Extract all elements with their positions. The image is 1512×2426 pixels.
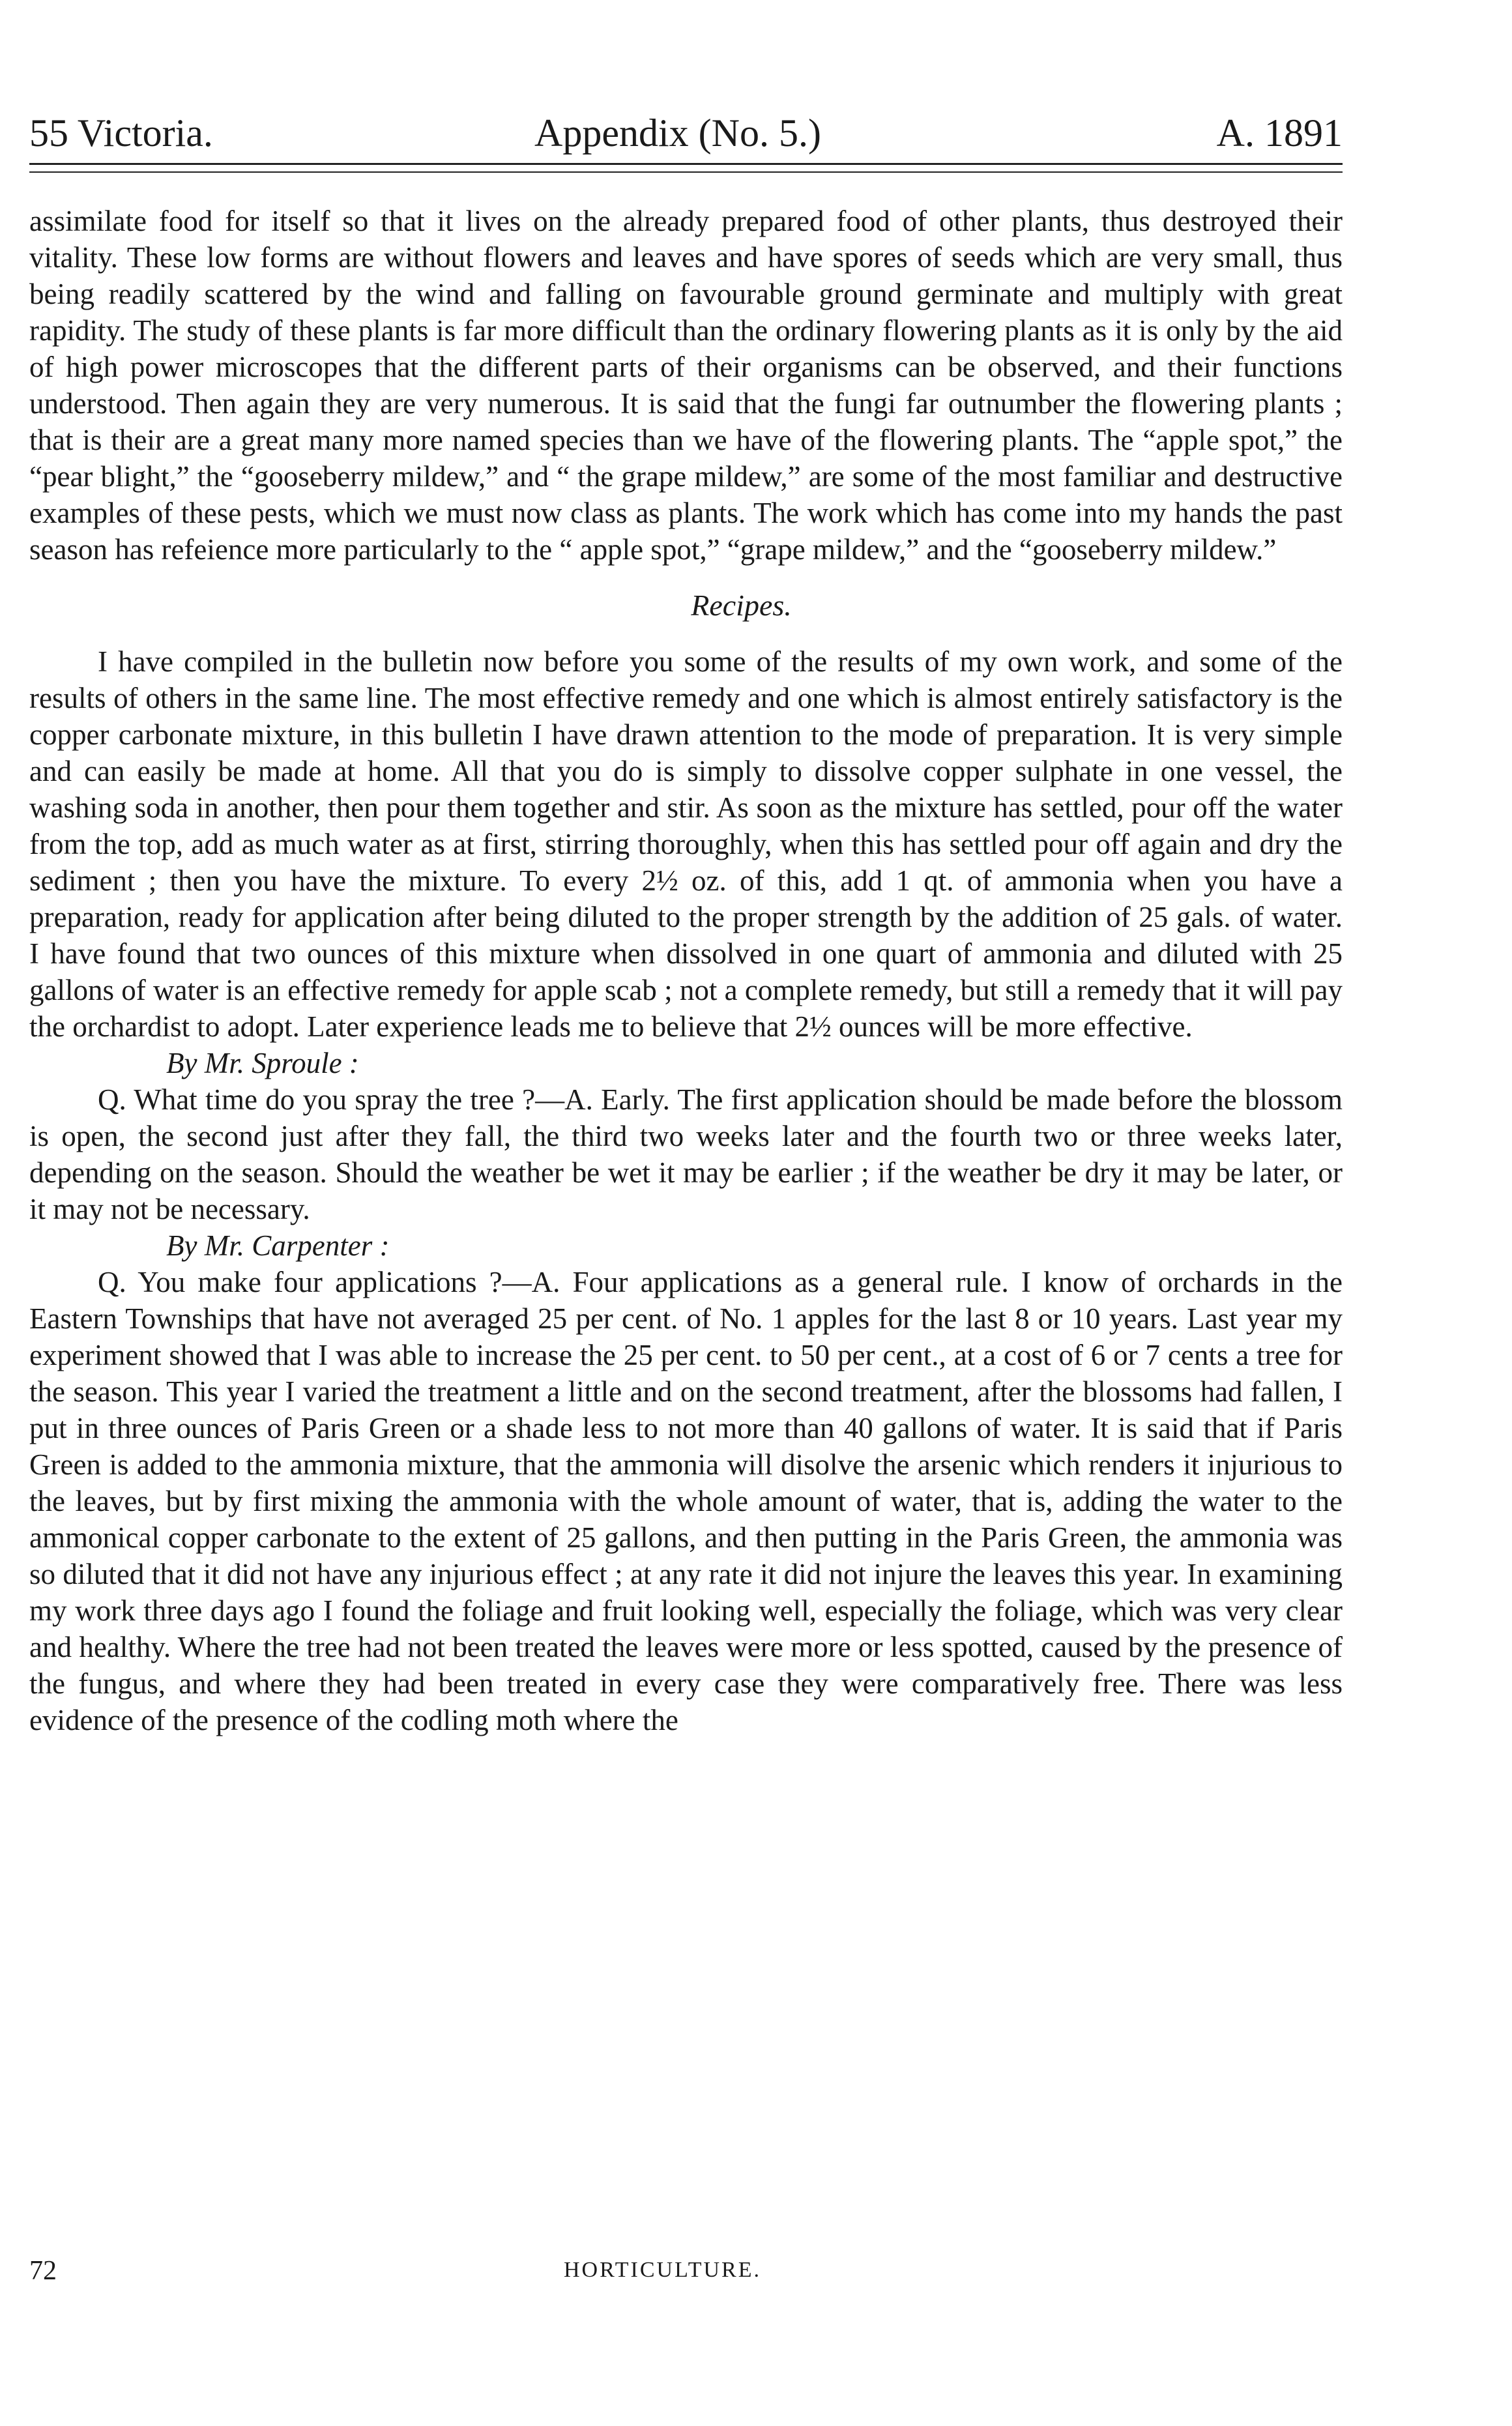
speaker-carpenter: By Mr. Carpenter : xyxy=(166,1229,390,1262)
header-rule-thick xyxy=(29,163,1343,165)
body-text xyxy=(29,203,1343,1738)
header-rule-thin xyxy=(29,171,1343,173)
page-number: 72 xyxy=(29,2256,57,2286)
paragraph-fungi: assimilate food for itself so that it lives on the already prepared food of other plants, thus destroyed their vitality. These low forms are without flowers and leaves and have spores of seeds which are very small, thus being readily scattered by the wind and falling on favourable ground germinate and multiply with great rapidity. The study of these plants is far more difficult than the ordinary flowering plants as it is only by the aid of high power microscopes that the different parts of their organisms can be observed, and their functions understood. Then again they are very numerous. It is said that the fungi far outnumber the flowering plants ; that is their are a great many more named species than we have of the flowering plants. The “apple spot,” the “pear blight,” the “gooseberry mildew,” and “ the grape mildew,” are some of the most familiar and destructive examples of these pests, which we must now class as plants. The work which has come into my hands the past season has refeience more particularly to the “ apple spot,” “grape mildew,” and the “gooseberry mildew.” xyxy=(29,205,1343,566)
page-footer xyxy=(29,2255,1343,2294)
paragraph-recipes: I have compiled in the bulletin now before you some of the results of my own work, and some of the results of others in the same line. The most effective remedy and one which is almost entirely satisfactory is the copper carbonate mixture, in this bulletin I have drawn attention to the mode of preparation. It is very simple and can easily be made at home. All that you do is simply to dissolve copper sulphate in one vessel, the washing soda in another, then pour them together and stir. As soon as the mixture has settled, pour off the water from the top, add as much water as at first, stirring thoroughly, when this has settled pour off again and dry the sediment ; then you have the mixture. To every 2½ oz. of this, add 1 qt. of ammonia when you have a preparation, ready for application after being diluted to the proper strength by the addition of 25 gals. of water. I have found that two ounces of this mixture when dissolved in one quart of ammonia and diluted with 25 gallons of water is an effective remedy for apple scab ; not a complete remedy, but still a remedy that it will pay the orchardist to adopt. Later experience leads me to believe that 2½ ounces will be more effective. xyxy=(29,645,1343,1043)
document-page xyxy=(29,85,1343,1738)
speaker-sproule: By Mr. Sproule : xyxy=(166,1047,359,1079)
header-appendix: Appendix (No. 5.) xyxy=(534,111,821,154)
header-session: 55 Victoria. xyxy=(29,111,213,154)
header-year: A. 1891 xyxy=(1216,111,1343,154)
qa-four-applications: Q. You make four applications ?—A. Four applications as a general rule. I know of orchards in the Eastern Townships that have not averaged 25 per cent. of No. 1 apples for the last 8 or 10 years. Last year my experiment showed that I was able to increase the 25 per cent. to 50 per cent., at a cost of 6 or 7 cents a tree for the season. This year I varied the treatment a little and on the second treatment, after the blossoms had fallen, I put in three ounces of Paris Green or a shade less to not more than 40 gallons of water. It is said that if Paris Green is added to the ammonia mixture, that the ammonia will disolve the arsenic which renders it injurious to the leaves, but by first mixing the ammonia with the whole amount of water, that is, adding the water to the ammonical copper carbonate to the extent of 25 gallons, and then putting in the Paris Green, the ammonia was so diluted that it did not have any injurious effect ; at any rate it did not injure the leaves this year. In examining my work three days ago I found the foliage and fruit looking well, especially the foliage, which was very clear and healthy. Where the tree had not been treated the leaves were more or less spotted, caused by the presence of the fungus, and where they had been treated in every case they were comparatively free. There was less evidence of the presence of the codling moth where the xyxy=(29,1266,1343,1736)
running-header xyxy=(29,85,1343,156)
footer-title: HORTICULTURE. xyxy=(564,2258,761,2282)
qa-spraying-time: Q. What time do you spray the tree ?—A. Early. The first application should be made before the blossom is open, the second just after they fall, the third two weeks later and the fourth two or three weeks later, depending on the season. Should the weather be wet it may be earlier ; if the weather be dry it may be later, or it may not be necessary. xyxy=(29,1083,1343,1225)
section-heading-recipes: Recipes. xyxy=(691,589,792,622)
